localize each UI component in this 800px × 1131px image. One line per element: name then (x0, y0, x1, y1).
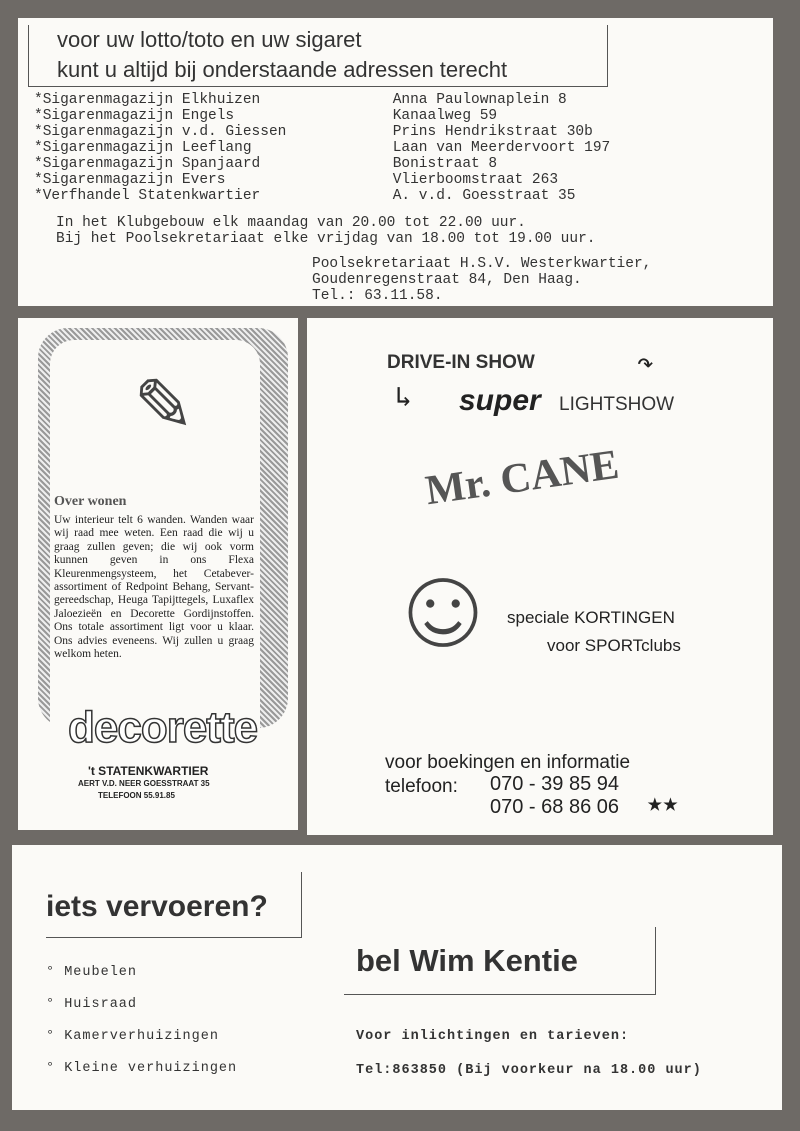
service-list (46, 965, 237, 1093)
headline-line: kunt u altijd bij onderstaande adressen terecht (57, 57, 508, 82)
curved-arrow-icon: ↷ (637, 350, 654, 381)
drive-in-show: DRIVE-IN SHOW (387, 352, 535, 373)
moving-title: iets vervoeren? (46, 872, 302, 938)
service-label: Kamerverhuizingen (64, 1029, 219, 1044)
hours-line: In het Klubgebouw elk maandag van 20.00 tot 22.00 uur. (56, 215, 526, 231)
curved-arrow-icon: ↳ (395, 384, 412, 415)
show-ad-panel (307, 318, 773, 835)
contact-block (312, 256, 651, 304)
illustration-clown: ☺ (407, 548, 480, 684)
shop-address: Kanaalweg 59 (392, 108, 498, 124)
store-location: 't STATENKWARTIER (88, 764, 209, 778)
shop-name: Sigarenmagazijn Engels (42, 108, 235, 124)
shop-address: Laan van Meerdervoort 197 (392, 140, 611, 156)
service-label: Meubelen (64, 965, 138, 980)
tel-line: Tel:863850 (Bij voorkeur na 18.00 uur) (356, 1063, 702, 1078)
phone-label: telefoon: (385, 776, 458, 797)
star-icons: ★★ (647, 789, 679, 819)
service-label: Huisraad (64, 997, 138, 1012)
phone-number: 070 - 68 86 06 (490, 796, 619, 818)
shop-address: Anna Paulownaplein 8 (392, 92, 567, 108)
bullet-icon: ° (46, 1061, 65, 1076)
shop-name: Sigarenmagazijn Leeflang (42, 140, 252, 156)
decorette-logo: decorette (68, 703, 258, 752)
shop-row: * Sigarenmagazijn Engels Kanaalweg 59 (34, 108, 498, 124)
super-logo: super (459, 384, 541, 417)
shop-row: * Sigarenmagazijn Spanjaard Bonistraat 8 (34, 156, 498, 172)
article-heading: Over wonen (54, 494, 127, 509)
shop-row: * Verfhandel Statenkwartier A. v.d. Goesstraat 35 (34, 188, 576, 204)
callout: bel Wim Kentie (344, 927, 656, 995)
contact-line: Goudenregenstraat 84, Den Haag. (312, 272, 582, 288)
contact-line: Poolsekretariaat H.S.V. Westerkwartier, (312, 256, 652, 272)
shop-name: Sigarenmagazijn Spanjaard (42, 156, 261, 172)
shop-row: * Sigarenmagazijn v.d. Giessen Prins Hendrikstraat 30b (34, 124, 593, 140)
info-line: Voor inlichtingen en tarieven: (356, 1029, 630, 1044)
illustration-man-painting: ✎ (135, 357, 191, 459)
service-item (46, 965, 237, 997)
service-label: Kleine verhuizingen (64, 1061, 238, 1076)
article-body: Uw interieur telt 6 wanden. Wanden waar wij raad mee weten. Een raad die wij u graag zullen geven; die wij ook vorm kunnen geven in ons Flexa Kleurenmengsysteem, het Cetabever-assortiment of Redpoint Behang, Servant-gereedschap, Heuga Tapijttegels, Luxaflex Jaloezieën en Decorette Gordijnstoffen. Ons totale assortiment ligt voor u klaar. Ons advies eveneens. Wij zullen u graag welkom heten. (54, 514, 254, 661)
opening-hours (56, 215, 596, 247)
store-address: AERT V.D. NEER GOESSTRAAT 35 (78, 779, 210, 788)
bullet-icon: ° (46, 965, 65, 980)
bullet-icon: ° (46, 1029, 65, 1044)
shop-address: Bonistraat 8 (392, 156, 498, 172)
shop-address: Prins Hendrikstraat 30b (392, 124, 593, 140)
service-item (46, 1029, 237, 1061)
headline (28, 25, 608, 87)
discount-line: voor SPORTclubs (547, 636, 681, 655)
discount-line: speciale KORTINGEN (507, 608, 675, 627)
decorette-ad-panel (18, 318, 298, 830)
store-phone: TELEFOON 55.91.85 (98, 791, 175, 800)
shop-address: A. v.d. Goesstraat 35 (392, 188, 576, 204)
shop-name: Sigarenmagazijn Elkhuizen (42, 92, 261, 108)
shop-row: * Sigarenmagazijn Elkhuizen Anna Paulownaplein 8 (34, 92, 567, 108)
shop-row: * Sigarenmagazijn Evers Vlierboomstraat 263 (34, 172, 559, 188)
service-item (46, 1061, 237, 1093)
headline-line: voor uw lotto/toto en uw sigaret (57, 27, 362, 52)
shop-name: Sigarenmagazijn v.d. Giessen (42, 124, 287, 140)
mr-cane-logo: Mr. CANE (422, 441, 622, 515)
service-item (46, 997, 237, 1029)
shop-name: Sigarenmagazijn Evers (42, 172, 226, 188)
shop-name: Verfhandel Statenkwartier (42, 188, 261, 204)
lightshow: LIGHTSHOW (559, 394, 675, 415)
shop-row: * Sigarenmagazijn Leeflang Laan van Meerdervoort 197 (34, 140, 611, 156)
shop-address: Vlierboomstraat 263 (392, 172, 559, 188)
contact-line: Tel.: 63.11.58. (312, 288, 443, 304)
moving-ad-panel (12, 845, 782, 1110)
phone-number: 070 - 39 85 94 (490, 773, 619, 795)
booking-line: voor boekingen en informatie (385, 752, 631, 773)
bullet-icon: ° (46, 997, 65, 1012)
lotto-ad-panel (18, 18, 773, 306)
hours-line: Bij het Poolsekretariaat elke vrijdag van 18.00 tot 19.00 uur. (56, 231, 596, 247)
shop-list (34, 92, 610, 204)
